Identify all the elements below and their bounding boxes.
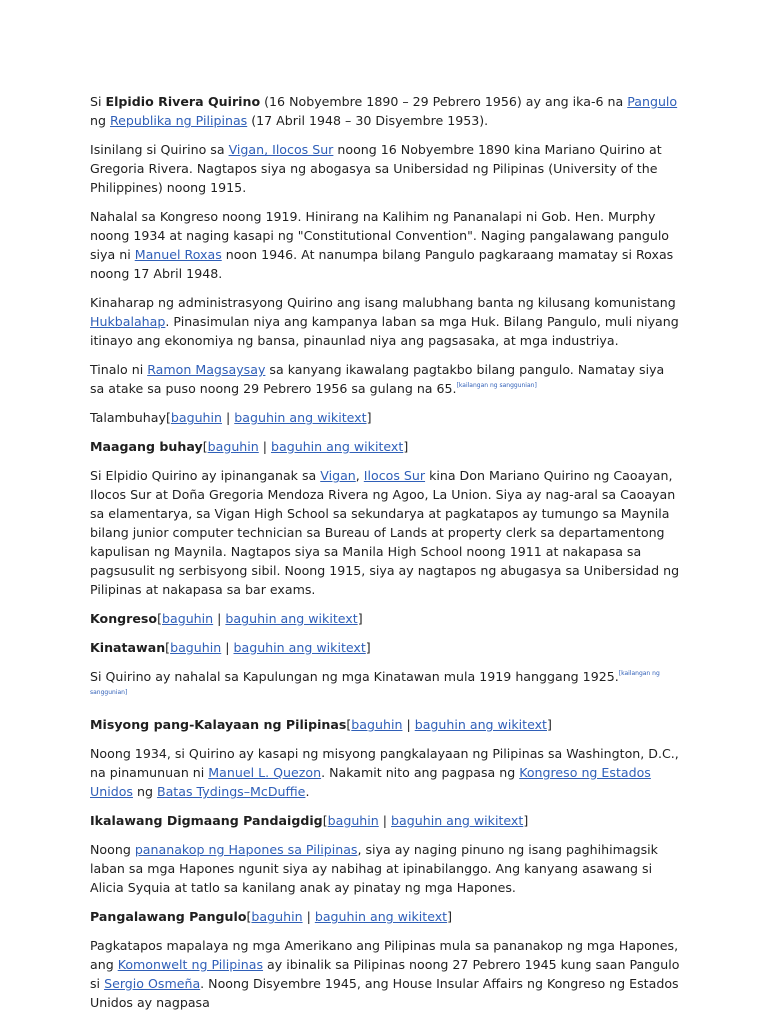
- link-vigan-ilocos[interactable]: Vigan, Ilocos Sur: [228, 142, 334, 157]
- section-pangalawang-pangulo: [90, 907, 680, 926]
- text: noon 1946. At nanumpa bilang Pangulo pagkaraang mamatay si Roxas noong 17 Abril 1948.: [90, 247, 674, 281]
- text: sa kanyang ikawalang pagtakbo bilang pangulo. Namatay siya sa atake sa puso noong 29 Pebrero 1956 sa gulang na 65.: [90, 362, 665, 396]
- link-hukbalahap[interactable]: Hukbalahap: [90, 314, 166, 329]
- section-title: Misyong pang-Kalayaan ng Pilipinas: [90, 717, 347, 732]
- text: |: [302, 909, 315, 924]
- section-title: Kongreso: [90, 611, 158, 626]
- text: ,: [355, 468, 364, 483]
- text: . Noong Disyembre 1945, ang House Insular Affairs ng Kongreso ng Estados Unidos ay nagpasa: [90, 976, 679, 1010]
- text: |: [258, 439, 272, 454]
- text: |: [222, 410, 235, 425]
- text: [: [165, 640, 171, 655]
- text: ]: [357, 611, 363, 626]
- early-life-paragraph: [90, 466, 680, 599]
- edit-link[interactable]: baguhin: [162, 611, 214, 626]
- text: Isinilang si Quirino sa: [90, 142, 229, 157]
- text: . Nakamit nito ang pagpasa ng: [321, 765, 520, 780]
- text: noong 16 Nobyembre 1890 kina Mariano Quirino at Gregoria Rivera. Nagtapos siya ng abogasya sa Unibersidad ng Pilipinas (University of the Philippines) noong 1915.: [90, 142, 662, 195]
- section-kinatawan: [90, 638, 680, 657]
- text: Noong 1934, si Quirino ay kasapi ng misyong pangkalayaan ng Pilipinas sa Washington, D.C., na pinamunuan ni: [90, 746, 679, 780]
- text: |: [378, 813, 392, 828]
- text: Si Quirino ay nahalal sa Kapulungan ng mga Kinatawan mula 1919 hanggang 1925.: [90, 669, 619, 684]
- section-title: Maagang buhay: [90, 439, 203, 454]
- edit-link[interactable]: baguhin: [327, 813, 379, 828]
- text: Kinaharap ng administrasyong Quirino ang isang malubhang banta ng kilusang komunistang: [90, 295, 676, 310]
- text: |: [213, 611, 226, 626]
- text: [: [322, 813, 328, 828]
- war-paragraph: [90, 840, 680, 897]
- link-ramon-magsaysay[interactable]: Ramon Magsaysay: [147, 362, 266, 377]
- administration-paragraph: [90, 293, 680, 350]
- section-title: Kinatawan: [90, 640, 166, 655]
- text: .: [305, 784, 310, 799]
- link-komonwelt[interactable]: Komonwelt ng Pilipinas: [117, 957, 264, 972]
- text: ay ibinalik sa Pilipinas noong 27 Pebrero 1945 kung saan Pangulo si: [90, 957, 680, 991]
- text: , siya ay naging pinuno ng isang paghihimagsik laban sa mga Hapones ngunit siya ay nabihag at ipinabilanggo. Ang kanyang asawang si Alicia Syquia at tatlo sa kanilang anak ay pinatay ng mga Hapones.: [90, 842, 658, 895]
- text: ]: [523, 813, 529, 828]
- edit-link[interactable]: baguhin: [170, 640, 222, 655]
- text: kina Don Mariano Quirino ng Caoayan, Ilocos Sur at Doña Gregoria Mendoza Rivera ng Agoo, La Union. Siya ay nag-aral sa Caoayan sa elamentarya, sa Vigan High School sa sekundarya at pagkatapos ay tumungo sa Maynila bilang junior computer technician sa Bureau of Lands at property clerk sa departamentong kapulisan ng Maynila. Nagtapos siya sa Manila High School noong 1911 at nakapasa sa pagsusulit ng serbisyong sibil. Noong 1915, siya ay nagtapos ng abugasya sa Unibersidad ng Pilipinas at nakapasa sa bar exams.: [90, 468, 680, 597]
- link-ilocos-sur[interactable]: Ilocos Sur: [363, 468, 426, 483]
- subject-name: Elpidio Rivera Quirino: [105, 94, 261, 109]
- text: Pagkatapos mapalaya ng mga Amerikano ang Pilipinas mula sa pananakop ng mga Hapones, ang: [90, 938, 679, 972]
- citation-needed-link[interactable]: [kailangan ng sanggunian]: [90, 670, 660, 696]
- link-kongreso-estados-unidos[interactable]: Kongreso ng Estados Unidos: [90, 765, 651, 799]
- text: |: [221, 640, 234, 655]
- mission-paragraph: [90, 744, 680, 801]
- section-talambuhay: [90, 408, 680, 427]
- link-batas-tydings-mcduffie[interactable]: Batas Tydings–McDuffie: [156, 784, 306, 799]
- text: ]: [403, 439, 409, 454]
- text: Tinalo ni: [90, 362, 148, 377]
- edit-wikitext-link[interactable]: baguhin ang wikitext: [225, 611, 358, 626]
- section-misyong: [90, 715, 680, 734]
- text: [: [246, 909, 252, 924]
- text: [: [202, 439, 208, 454]
- commonwealth-paragraph: [90, 936, 680, 1012]
- link-manuel-quezon[interactable]: Manuel L. Quezon: [208, 765, 322, 780]
- text: ng: [90, 113, 110, 128]
- section-kongreso: [90, 609, 680, 628]
- link-pananakop-hapones[interactable]: pananakop ng Hapones sa Pilipinas: [134, 842, 358, 857]
- edit-wikitext-link[interactable]: baguhin ang wikitext: [271, 439, 404, 454]
- edit-wikitext-link[interactable]: baguhin ang wikitext: [233, 640, 366, 655]
- text: ]: [547, 717, 552, 732]
- text: [: [157, 611, 162, 626]
- text: Si Elpidio Quirino ay ipinanganak sa: [90, 468, 321, 483]
- text: Nahalal sa Kongreso noong 1919. Hinirang na Kalihim ng Pananalapi ni Gob. Hen. Murphy noong 1934 at naging kasapi ng "Constitutional Convention". Naging pangalawang pangulo siya ni: [90, 209, 670, 262]
- intro-paragraph: [90, 92, 680, 130]
- link-manuel-roxas[interactable]: Manuel Roxas: [134, 247, 222, 262]
- edit-link[interactable]: baguhin: [351, 717, 403, 732]
- edit-link[interactable]: baguhin: [207, 439, 259, 454]
- text: (16 Nobyembre 1890 – 29 Pebrero 1956) ay ang ika-6 na: [260, 94, 628, 109]
- text: ]: [365, 640, 371, 655]
- text: ]: [447, 909, 453, 924]
- edit-link[interactable]: baguhin: [170, 410, 223, 425]
- career-paragraph: [90, 207, 680, 283]
- link-sergio-osmena[interactable]: Sergio Osmeña: [104, 976, 201, 991]
- text: ]: [366, 410, 372, 425]
- birth-paragraph: [90, 140, 680, 197]
- section-maagang-buhay: [90, 437, 680, 456]
- link-vigan[interactable]: Vigan: [320, 468, 356, 483]
- text: . Pinasimulan niya ang kampanya laban sa mga Huk. Bilang Pangulo, muli niyang itinayo ang ekonomiya ng bansa, pinaunlad niya ang pagsasaka, at mga industriya.: [90, 314, 679, 348]
- text: Si: [90, 94, 106, 109]
- citation-needed-link[interactable]: [kailangan ng sanggunian]: [456, 382, 537, 389]
- edit-link[interactable]: baguhin: [251, 909, 303, 924]
- text: |: [402, 717, 415, 732]
- text: Noong: [90, 842, 135, 857]
- text: [: [165, 410, 171, 425]
- article-body: [90, 92, 680, 1022]
- link-pangulo[interactable]: Pangulo: [627, 94, 678, 109]
- edit-wikitext-link[interactable]: baguhin ang wikitext: [391, 813, 524, 828]
- citation-needed: [457, 382, 537, 389]
- section-title: Ikalawang Digmaang Pandaigdig: [90, 813, 323, 828]
- section-title: Talambuhay: [90, 410, 166, 425]
- text: (17 Abril 1948 – 30 Disyembre 1953).: [247, 113, 489, 128]
- link-republika[interactable]: Republika ng Pilipinas: [109, 113, 248, 128]
- section-ikalawang-digmaan: [90, 811, 680, 830]
- text: [: [346, 717, 352, 732]
- death-paragraph: [90, 360, 680, 398]
- representative-paragraph: [90, 667, 680, 705]
- section-title: Pangalawang Pangulo: [90, 909, 247, 924]
- edit-wikitext-link[interactable]: baguhin ang wikitext: [314, 909, 448, 924]
- edit-wikitext-link[interactable]: baguhin ang wikitext: [234, 410, 367, 425]
- edit-wikitext-link[interactable]: baguhin ang wikitext: [414, 717, 547, 732]
- text: ng: [132, 784, 157, 799]
